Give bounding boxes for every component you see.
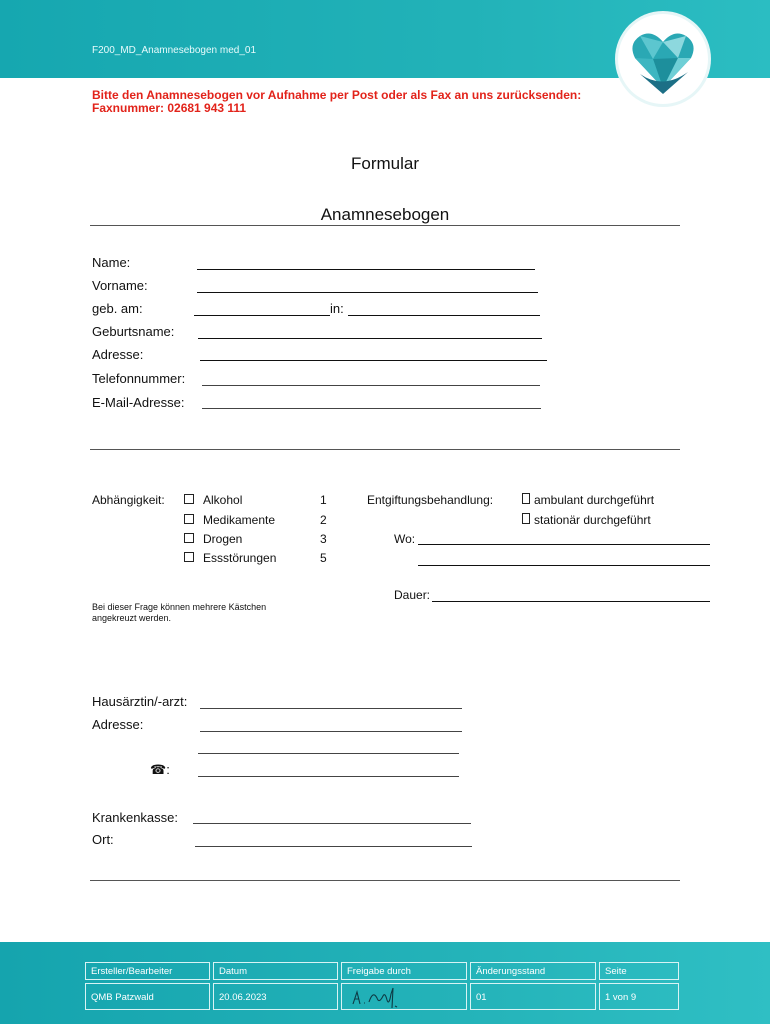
checkbox-icon[interactable]	[522, 493, 530, 504]
heart-logo-icon	[618, 14, 708, 104]
krankenkasse-field[interactable]	[193, 823, 471, 824]
geburtsname-label: Geburtsname:	[92, 324, 175, 339]
dependency-label: Abhängigkeit:	[92, 493, 165, 507]
hausarzt-field[interactable]	[200, 708, 462, 709]
footer-header-author: Ersteller/Bearbeiter	[85, 962, 210, 980]
footer-page: 1 von 9	[599, 983, 679, 1010]
vorname-label: Vorname:	[92, 278, 148, 293]
name-field[interactable]	[197, 269, 535, 270]
birthplace-label: in:	[330, 301, 344, 316]
email-field[interactable]	[202, 408, 541, 409]
checkbox-icon[interactable]	[184, 494, 194, 504]
adresse-field[interactable]	[200, 360, 547, 361]
birthplace-field[interactable]	[348, 315, 540, 316]
checkbox-icon[interactable]	[522, 513, 530, 524]
checkbox-alkohol[interactable]: Alkohol	[184, 493, 242, 507]
doctor-adresse-label: Adresse:	[92, 717, 144, 732]
code-medikamente: 2	[320, 513, 327, 527]
footer-header-approval: Freigabe durch	[341, 962, 467, 980]
return-notice	[92, 89, 581, 115]
checkbox-essstoerungen[interactable]: Essstörungen	[184, 551, 276, 565]
divider	[90, 880, 680, 881]
geburtsname-field[interactable]	[198, 338, 542, 339]
footer-header-date: Datum	[213, 962, 338, 980]
page-title: Anamnesebogen	[320, 205, 450, 224]
footer-header-revision: Änderungsstand	[470, 962, 596, 980]
dauer-field[interactable]	[432, 601, 710, 602]
doctor-phone-field[interactable]	[198, 776, 459, 777]
dauer-label: Dauer:	[394, 588, 431, 602]
hausarzt-label: Hausärztin/-arzt:	[92, 694, 188, 709]
fax-number: Faxnummer: 02681 943 111	[92, 101, 247, 115]
option-stationaer[interactable]: stationär durchgeführt	[522, 513, 651, 527]
geb-am-label: geb. am:	[92, 301, 143, 316]
wo-field-2[interactable]	[418, 565, 710, 566]
footer-header-page: Seite	[599, 962, 679, 980]
email-label: E-Mail-Adresse:	[92, 395, 185, 410]
doctor-adresse-field[interactable]	[200, 731, 462, 732]
wo-label: Wo:	[394, 532, 416, 546]
birthdate-field[interactable]	[194, 315, 330, 316]
footer-date: 20.06.2023	[213, 983, 338, 1010]
signature	[347, 984, 407, 1010]
form-label: Formular	[350, 154, 419, 173]
phone-icon: ☎	[150, 762, 167, 777]
krankenkasse-label: Krankenkasse:	[92, 810, 178, 825]
checkbox-icon[interactable]	[184, 533, 194, 543]
footer-approval	[341, 983, 467, 1010]
checkbox-drogen[interactable]: Drogen	[184, 532, 242, 546]
footer-band	[0, 942, 770, 1024]
notice-line-1: Bitte den Anamnesebogen vor Aufnahme per Post oder als Fax an uns zurücksenden:	[92, 88, 582, 102]
vorname-field[interactable]	[197, 292, 538, 293]
ort-label: Ort:	[92, 832, 114, 847]
multi-select-note: Bei dieser Frage können mehrere Kästchen angekreuzt werden.	[92, 602, 267, 623]
checkbox-icon[interactable]	[184, 514, 194, 524]
footer-revision: 01	[470, 983, 596, 1010]
doctor-phone-label: ☎:	[150, 762, 170, 777]
ort-field[interactable]	[195, 846, 472, 847]
telefon-label: Telefonnummer:	[92, 371, 186, 386]
doctor-adresse-field-2[interactable]	[198, 753, 459, 754]
code-essstoerungen: 5	[320, 551, 327, 565]
doc-code: F200_MD_Anamnesebogen med_01	[92, 45, 256, 56]
checkbox-icon[interactable]	[184, 552, 194, 562]
name-label: Name:	[92, 255, 131, 270]
divider	[90, 225, 680, 226]
checkbox-medikamente[interactable]: Medikamente	[184, 513, 275, 527]
code-alkohol: 1	[320, 493, 327, 507]
adresse-label: Adresse:	[92, 347, 144, 362]
footer-author: QMB Patzwald	[85, 983, 210, 1010]
code-drogen: 3	[320, 532, 327, 546]
divider	[90, 449, 680, 450]
detox-label: Entgiftungsbehandlung:	[367, 493, 494, 507]
option-ambulant[interactable]: ambulant durchgeführt	[522, 493, 654, 507]
telefon-field[interactable]	[202, 385, 540, 386]
wo-field[interactable]	[418, 544, 710, 545]
